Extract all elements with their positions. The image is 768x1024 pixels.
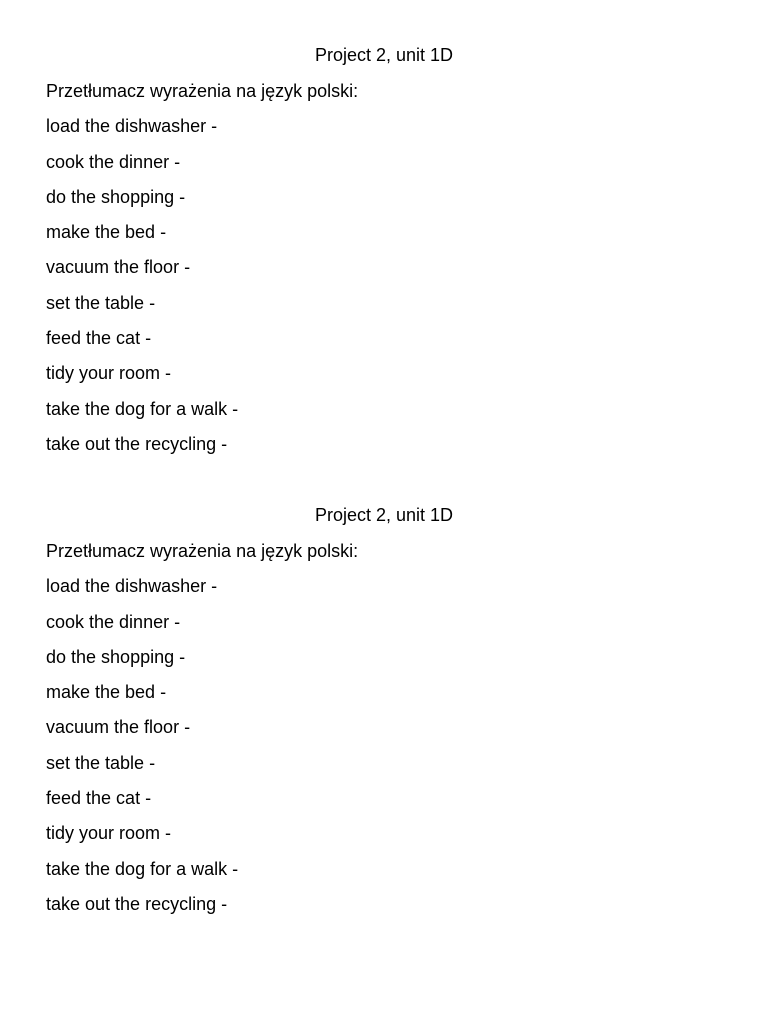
section-body [46,538,358,926]
phrase-item: take the dog for a walk - [46,858,239,879]
phrase-item: make the bed - [46,682,167,703]
instruction-text: Przetłumacz wyrażenia na język polski: [46,81,359,101]
phrase-item: set the table - [46,752,156,773]
phrase-item: take the dog for a walk - [46,398,239,419]
phrase-item: vacuum the floor - [46,257,191,278]
phrase-item: take out the recycling - [46,893,228,914]
phrase-item: feed the cat - [46,788,152,809]
phrase-item: tidy your room - [46,363,172,384]
phrase-item: make the bed - [46,222,167,243]
section-title: Project 2, unit 1D [314,505,454,525]
section-body [46,78,358,466]
phrase-item: load the dishwasher - [46,116,218,137]
instruction-text: Przetłumacz wyrażenia na język polski: [46,541,359,561]
phrase-item: do the shopping - [46,186,186,207]
phrase-item: feed the cat - [46,328,152,349]
phrase-item: vacuum the floor - [46,717,191,738]
phrase-item: do the shopping - [46,646,186,667]
phrase-item: take out the recycling - [46,433,228,454]
phrase-item: cook the dinner - [46,611,181,632]
phrase-item: cook the dinner - [46,151,181,172]
phrase-item: tidy your room - [46,823,172,844]
phrase-item: set the table - [46,292,156,313]
phrase-item: load the dishwasher - [46,576,218,597]
section-title: Project 2, unit 1D [314,45,454,65]
